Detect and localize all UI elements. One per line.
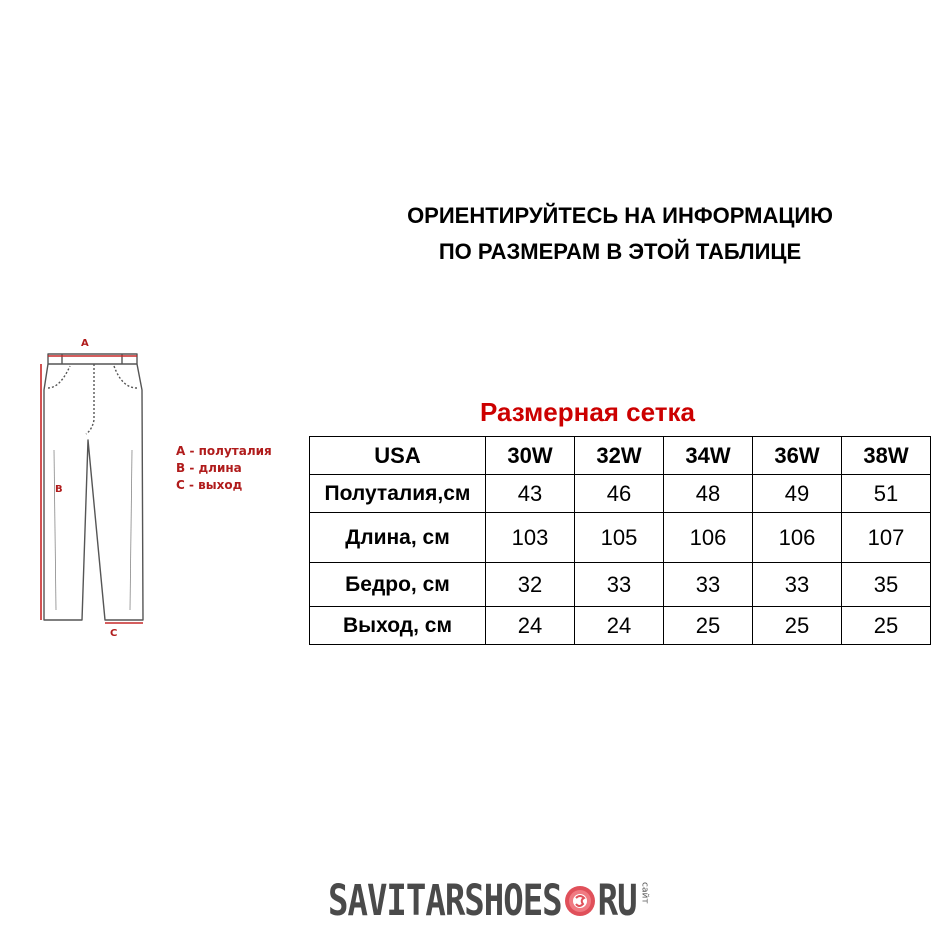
table-row bbox=[310, 513, 931, 563]
row-label-length: Длина, см bbox=[310, 513, 486, 563]
pants-diagram bbox=[30, 330, 160, 640]
header-cell-usa: USA bbox=[310, 437, 486, 475]
headline-line-2: ПО РАЗМЕРАМ В ЭТОЙ ТАБЛИЦЕ bbox=[438, 239, 802, 264]
brand-logo bbox=[328, 876, 650, 926]
header-cell-30w: 30W bbox=[486, 437, 575, 475]
measure-label-a: A bbox=[81, 338, 89, 349]
legend-item-c: C - выход bbox=[176, 478, 243, 492]
table-cell: 49 bbox=[753, 475, 842, 513]
flower-icon bbox=[563, 884, 597, 918]
table-cell: 105 bbox=[575, 513, 664, 563]
header-cell-34w: 34W bbox=[664, 437, 753, 475]
measure-label-b: B bbox=[55, 484, 63, 495]
table-cell: 106 bbox=[753, 513, 842, 563]
pocket-right bbox=[114, 366, 137, 388]
table-cell: 25 bbox=[842, 607, 931, 645]
table-cell: 43 bbox=[486, 475, 575, 513]
row-label-waist: Полуталия,см bbox=[310, 475, 486, 513]
table-cell: 46 bbox=[575, 475, 664, 513]
table-cell: 35 bbox=[842, 563, 931, 607]
table-cell: 106 bbox=[664, 513, 753, 563]
table-cell: 33 bbox=[575, 563, 664, 607]
logo-text-domain: RU bbox=[597, 876, 637, 926]
row-label-thigh: Бедро, см bbox=[310, 563, 486, 607]
logo-superscript: сайт bbox=[639, 882, 650, 904]
table-cell: 51 bbox=[842, 475, 931, 513]
table-cell: 107 bbox=[842, 513, 931, 563]
table-row bbox=[310, 607, 931, 645]
table-cell: 48 bbox=[664, 475, 753, 513]
size-table bbox=[309, 436, 931, 645]
table-row bbox=[310, 563, 931, 607]
table-cell: 24 bbox=[575, 607, 664, 645]
table-cell: 24 bbox=[486, 607, 575, 645]
table-cell: 32 bbox=[486, 563, 575, 607]
row-label-hem: Выход, см bbox=[310, 607, 486, 645]
legend-item-b: B - длина bbox=[176, 461, 242, 475]
measure-legend bbox=[176, 443, 272, 494]
knee-shade-right bbox=[130, 450, 132, 610]
logo-text-main: SAVITARSHOES bbox=[328, 876, 562, 926]
size-table-title: Размерная сетка bbox=[480, 397, 695, 427]
headline bbox=[320, 198, 920, 270]
fly-seam bbox=[86, 364, 94, 434]
table-cell: 33 bbox=[753, 563, 842, 607]
table-cell: 103 bbox=[486, 513, 575, 563]
table-cell: 25 bbox=[753, 607, 842, 645]
header-cell-38w: 38W bbox=[842, 437, 931, 475]
table-row bbox=[310, 475, 931, 513]
table-cell: 33 bbox=[664, 563, 753, 607]
knee-shade-left bbox=[54, 450, 56, 610]
header-cell-36w: 36W bbox=[753, 437, 842, 475]
pocket-left bbox=[48, 366, 70, 388]
headline-line-1: ОРИЕНТИРУЙТЕСЬ НА ИНФОРМАЦИЮ bbox=[407, 203, 833, 228]
legend-item-a: A - полуталия bbox=[176, 444, 272, 458]
header-cell-32w: 32W bbox=[575, 437, 664, 475]
table-header-row bbox=[310, 437, 931, 475]
measure-label-c: C bbox=[110, 628, 118, 639]
table-cell: 25 bbox=[664, 607, 753, 645]
